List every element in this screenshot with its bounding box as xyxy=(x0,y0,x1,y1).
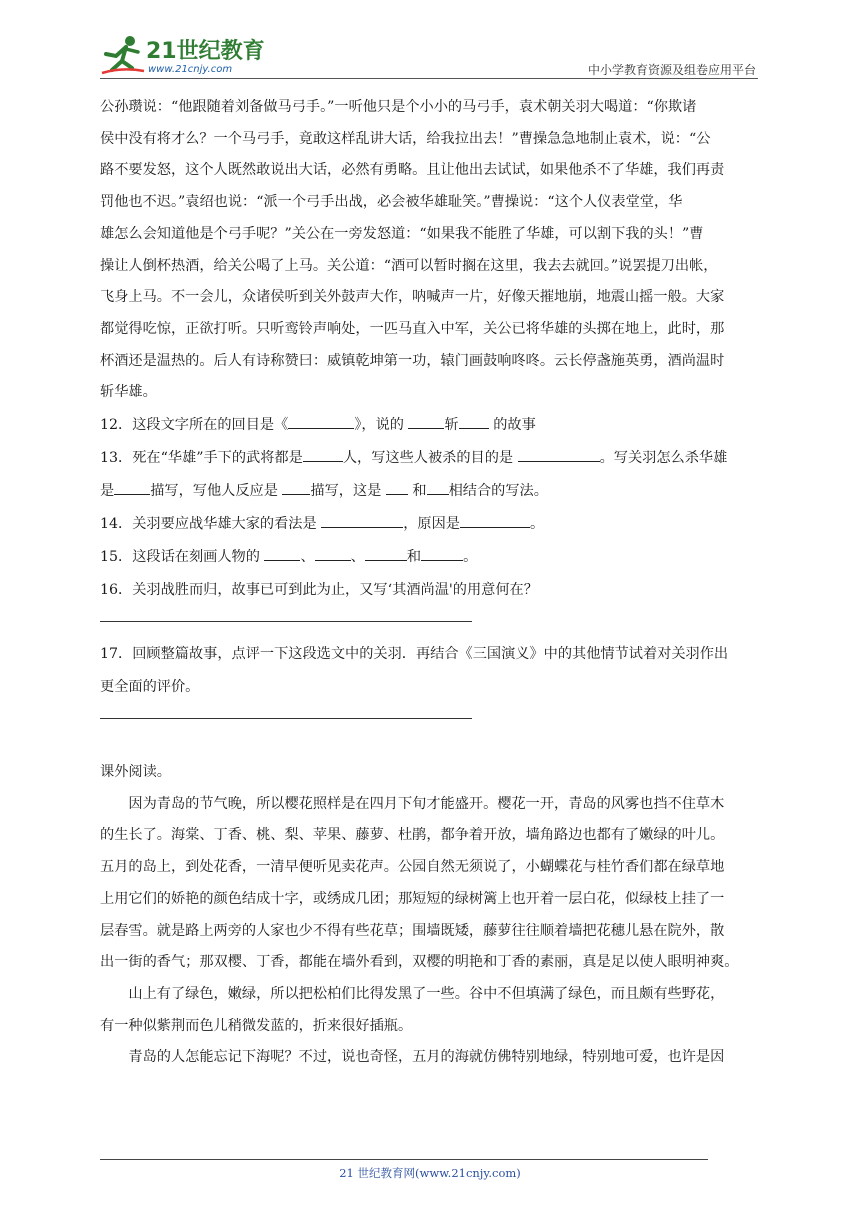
question-14: 14．关羽要应战华雄大家的看法是 ，原因是 。 xyxy=(100,508,762,541)
passage-line: 的生长了。海棠、丁香、桃、梨、苹果、藤萝、杜鹃，都争着开放，墙角路边也都有了嫩绿的叶儿。 xyxy=(100,827,725,844)
passage-line: 公孙瓒说：“他跟随着刘备做马弓手。”一听他只是个小小的马弓手，袁术朝关羽大喝道：“你欺诸 xyxy=(100,99,697,115)
passage-line: 因为青岛的节气晚，所以樱花照样是在四月下旬才能盛开。樱花一开，青岛的风雾也挡不住草木 xyxy=(128,795,725,812)
answer-blank[interactable] xyxy=(421,544,463,561)
passage-line: 飞身上马。不一会儿，众诸侯听到关外鼓声大作，呐喊声一片，好像天摧地崩，地震山摇一般。大家 xyxy=(100,289,725,306)
question-12: 12．这段文字所在的回目是《 》，说的 斩 的故事 xyxy=(100,409,762,442)
passage-line: 罚他也不迟。”袁绍也说：“派一个弓手出战，必会被华雄耻笑。”曹操说：“这个人仪表堂堂，华 xyxy=(100,194,683,211)
passage-line: 雄怎么会知道他是个弓手呢？”关公在一旁发怒道：“如果我不能胜了华雄，可以割下我的头！”曹 xyxy=(100,225,704,242)
passage-line: 路不要发怒，这个人既然敢说出大话，必然有勇略。且让他出去试试，如果他杀不了华雄，我们再责 xyxy=(100,162,725,179)
passage-line: 山上有了绿色，嫩绿，所以把松柏们比得发黑了一些。谷中不但填满了绿色，而且颇有些野花， xyxy=(128,985,725,1002)
page-footer: 21 世纪教育网(www.21cnjy.com) xyxy=(339,1166,521,1180)
answer-blank[interactable] xyxy=(315,544,351,561)
platform-title: 中小学教育资源及组卷应用平台 xyxy=(587,63,756,77)
answer-line[interactable] xyxy=(100,718,472,719)
answer-line[interactable] xyxy=(100,621,472,622)
answer-blank[interactable] xyxy=(518,445,600,462)
passage-line: 上用它们的娇艳的颜色结成十字，或绣成几团；那短短的绿树篱上也开着一层白花，似绿枝上挂了一 xyxy=(100,890,725,907)
answer-blank[interactable] xyxy=(386,478,408,495)
logo-wordmark: 21世纪教育 xyxy=(146,39,265,64)
answer-blank[interactable] xyxy=(459,412,489,429)
logo-url: www.21cnjy.com xyxy=(148,64,233,75)
passage-line: 出一街的香气；那双樱、丁香，都能在墙外看到，双樱的明艳和丁香的素丽，真是足以使人眼明神爽。 xyxy=(100,954,739,971)
document-body xyxy=(100,92,762,1074)
question-16: 16．关羽战胜而归，故事已可到此为止，又写‘其酒尚温'的用意何在？ xyxy=(100,582,538,599)
answer-blank[interactable] xyxy=(282,478,310,495)
footer-divider xyxy=(100,1159,708,1160)
passage-qingdao xyxy=(100,789,762,1074)
answer-blank[interactable] xyxy=(321,511,403,528)
passage-line: 层春雪。就是路上两旁的人家也少不得有些花草；围墙既矮，藤萝往往顺着墙把花穗儿悬在院外，散 xyxy=(100,922,725,939)
question-13: 13．死在“华雄”手下的武将都是 人，写这些人被杀的目的是 。写关羽怎么杀华雄 是 描写，写他人反应是 描写，这是 和 相结合的写法。 xyxy=(100,442,762,508)
passage-line: 斩华雄。 xyxy=(100,384,157,401)
passage-line: 青岛的人怎能忘记下海呢？不过，说也奇怪，五月的海就仿佛特别地绿，特别地可爱，也许是因 xyxy=(128,1049,725,1066)
answer-blank[interactable] xyxy=(264,544,300,561)
passage-line: 五月的岛上，到处花香，一清早便听见卖花声。公园自然无须说了，小蝴蝶花与桂竹香们都在绿草地 xyxy=(100,859,725,876)
passage-line: 都觉得吃惊，正欲打听。只听鸾铃声响处，一匹马直入中军，关公已将华雄的头掷在地上，此时，那 xyxy=(100,320,725,337)
answer-blank[interactable] xyxy=(114,478,150,495)
passage-guan-yu xyxy=(100,92,762,409)
section-title: 课外阅读。 xyxy=(100,764,171,781)
question-15: 15．这段话在刻画人物的 、 、 和 。 xyxy=(100,541,762,574)
answer-blank[interactable] xyxy=(408,412,444,429)
answer-blank[interactable] xyxy=(460,511,530,528)
passage-line: 操让人倒杯热酒，给关公喝了上马。关公道：“酒可以暂时搁在这里，我去去就回。”说罢提刀出帐， xyxy=(100,257,718,274)
header-divider xyxy=(100,78,758,79)
answer-blank[interactable] xyxy=(365,544,407,561)
page-header xyxy=(100,30,758,80)
site-logo xyxy=(100,34,270,76)
runner-logo-icon xyxy=(100,34,146,76)
passage-line: 侯中没有将才么？一个马弓手，竟敢这样乱讲大话，给我拉出去！”曹操急急地制止袁术，说：“公 xyxy=(100,130,711,147)
answer-blank[interactable] xyxy=(427,478,449,495)
answer-blank[interactable] xyxy=(288,412,354,429)
passage-line: 杯酒还是温热的。后人有诗称赞曰：威镇乾坤第一功，辕门画鼓响咚咚。云长停盏施英勇，酒尚温时 xyxy=(100,352,725,369)
passage-line: 有一种似紫荆而色儿稍微发蓝的，折来很好插瓶。 xyxy=(100,1017,413,1034)
question-17: 17．回顾整篇故事，点评一下这段选文中的关羽．再结合《三国演义》中的其他情节试着对关羽作出 更全面的评价。 xyxy=(100,646,729,696)
answer-blank[interactable] xyxy=(303,445,343,462)
